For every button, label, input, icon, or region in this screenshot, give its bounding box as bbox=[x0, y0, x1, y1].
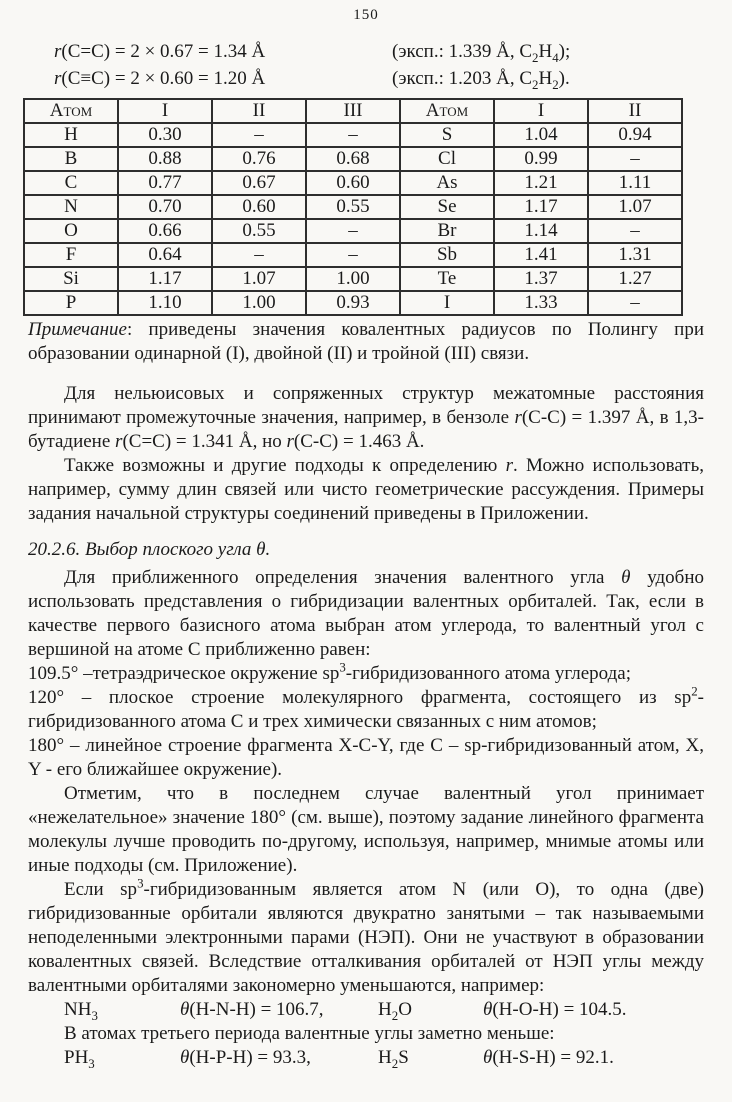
table-cell: 0.99 bbox=[494, 147, 588, 171]
table-cell: 1.00 bbox=[306, 267, 400, 291]
formula-row-triple-bond bbox=[54, 65, 704, 92]
paragraph-other-approaches: Также возможны и другие подходы к определению r. Можно использовать, например, сумму длин связей или чисто геометрические рассуждения. Примеры задания начальной структуры соединений приведены в Приложении. bbox=[28, 455, 704, 524]
column-header: I bbox=[118, 99, 212, 123]
formula-row-double-bond bbox=[54, 38, 704, 65]
table-note: Примечание: приведены значения ковалентных радиусов по Полингу при образовании одинарной (I), двойной (II) и тройной (III) связи. bbox=[28, 319, 704, 364]
table-cell: – bbox=[588, 291, 682, 315]
table-cell: 0.94 bbox=[588, 123, 682, 147]
table-cell: 0.55 bbox=[306, 195, 400, 219]
third-period-note: В атомах третьего периода валентные углы заметно меньше: bbox=[64, 1023, 555, 1044]
table-cell: 1.27 bbox=[588, 267, 682, 291]
table-cell: 1.21 bbox=[494, 171, 588, 195]
angle-value-hph: θ(H-P-H) = 93.3, bbox=[180, 1047, 311, 1068]
table-cell: O bbox=[24, 219, 118, 243]
angle-values-row-1 bbox=[28, 998, 704, 1022]
angle-value-hsh: θ(H-S-H) = 92.1. bbox=[483, 1047, 614, 1068]
table-cell: Br bbox=[400, 219, 494, 243]
table-cell: 0.67 bbox=[212, 171, 306, 195]
table-cell: As bbox=[400, 171, 494, 195]
column-header: I bbox=[494, 99, 588, 123]
table-cell: Te bbox=[400, 267, 494, 291]
table-cell: 1.17 bbox=[118, 267, 212, 291]
formula-triple-bond-experimental: (эксп.: 1.203 Å, $C_2H_2$). bbox=[392, 68, 570, 92]
table-row bbox=[24, 219, 682, 243]
table-cell: 1.00 bbox=[212, 291, 306, 315]
angle-value-hnh: θ(H-N-H) = 106.7, bbox=[180, 999, 324, 1020]
angle-item-109: 109.5° –тетраэдрическое окружение $sp^3$-гибридизованного атома углерода; bbox=[28, 659, 631, 684]
angle-value-hoh: θ(H-O-H) = 104.5. bbox=[483, 999, 627, 1020]
table-cell: 1.11 bbox=[588, 171, 682, 195]
table-cell: H bbox=[24, 123, 118, 147]
table-cell: 0.60 bbox=[306, 171, 400, 195]
table-cell: 0.76 bbox=[212, 147, 306, 171]
table-cell: I bbox=[400, 291, 494, 315]
table-cell: F bbox=[24, 243, 118, 267]
table-cell: 0.77 bbox=[118, 171, 212, 195]
table-cell: 0.60 bbox=[212, 195, 306, 219]
table-cell: S bbox=[400, 123, 494, 147]
table-row bbox=[24, 195, 682, 219]
molecule-h2s: $H_2S$ bbox=[378, 1047, 409, 1071]
table-row bbox=[24, 243, 682, 267]
table-cell: – bbox=[306, 123, 400, 147]
table-row bbox=[24, 147, 682, 171]
column-header: III bbox=[306, 99, 400, 123]
table-head bbox=[24, 99, 682, 123]
table-row bbox=[24, 291, 682, 315]
table-body bbox=[24, 123, 682, 315]
table-cell: P bbox=[24, 291, 118, 315]
table-cell: C bbox=[24, 171, 118, 195]
paragraph-interatomic-distances: Для нельюисовых и сопряженных структур межатомные расстояния принимают промежуточные значения, например, в бензоле r(C-C) = 1.397 Å, в 1,3-бутадиене r(C=C) = 1.341 Å, но r(C-C) = 1.463 Å. bbox=[28, 383, 705, 452]
molecule-nh3: $NH_3$ bbox=[64, 999, 98, 1023]
formula-double-bond-experimental: (эксп.: 1.339 Å, $C_2H_4$); bbox=[392, 41, 571, 65]
table-header-row bbox=[24, 99, 682, 123]
table-cell: – bbox=[588, 147, 682, 171]
table-row bbox=[24, 171, 682, 195]
table-cell: 0.68 bbox=[306, 147, 400, 171]
table-cell: – bbox=[212, 243, 306, 267]
formula-triple-bond: r(C≡C) = 2 × 0.60 = 1.20 Å bbox=[54, 68, 266, 89]
table-cell: 0.66 bbox=[118, 219, 212, 243]
table-cell: 0.88 bbox=[118, 147, 212, 171]
molecule-ph3: $PH_3$ bbox=[64, 1047, 95, 1071]
table-cell: 0.93 bbox=[306, 291, 400, 315]
table-row bbox=[24, 267, 682, 291]
table-cell: 1.07 bbox=[212, 267, 306, 291]
angle-values-row-2 bbox=[28, 1046, 704, 1070]
table-cell: 1.41 bbox=[494, 243, 588, 267]
paragraph-lone-pairs: Если $sp^3$-гибридизованным является атом N (или O), то одна (две) гибридизованные орбитали являются двукратно занятыми – так называемыми неподеленными электронными парами (НЭП). Они не участвуют в образовании ковалентных связей. Вследствие отталкивания орбиталей от НЭП углы между валентными орбиталями закономерно уменьшаются, например: bbox=[28, 875, 704, 996]
paragraph-linear-fragment-note: Отметим, что в последнем случае валентный угол принимает «нежелательное» значение 180° (см. выше), поэтому задание линейного фрагмента молекулы лучше проводить по-другому, используя, например, мнимые атомы или иные подходы (см. Приложение). bbox=[28, 783, 704, 876]
covalent-radii-table bbox=[23, 98, 683, 316]
table-cell: 1.14 bbox=[494, 219, 588, 243]
page-number: 150 bbox=[353, 7, 379, 23]
table-cell: 1.17 bbox=[494, 195, 588, 219]
bond-length-formulas bbox=[54, 38, 704, 92]
table-cell: 1.04 bbox=[494, 123, 588, 147]
table-cell: 0.55 bbox=[212, 219, 306, 243]
formula-double-bond: r(C=C) = 2 × 0.67 = 1.34 Å bbox=[54, 41, 266, 62]
table-cell: 1.37 bbox=[494, 267, 588, 291]
table-cell: N bbox=[24, 195, 118, 219]
table-cell: Se bbox=[400, 195, 494, 219]
table-cell: 0.30 bbox=[118, 123, 212, 147]
table-cell: 0.70 bbox=[118, 195, 212, 219]
table-cell: – bbox=[588, 219, 682, 243]
paragraph-angle-determination: Для приближенного определения значения валентного угла θ удобно использовать представления о гибридизации валентных орбиталей. Так, если в качестве первого базисного атома выбран атом углерода, то валентный угол с вершиной на атоме С приближенно равен: bbox=[28, 567, 704, 660]
table-cell: 0.64 bbox=[118, 243, 212, 267]
column-header: Атом bbox=[24, 99, 118, 123]
table-cell: B bbox=[24, 147, 118, 171]
section-heading: 20.2.6. Выбор плоского угла θ. bbox=[28, 539, 271, 560]
column-header: Атом bbox=[400, 99, 494, 123]
molecule-h2o: $H_2O$ bbox=[378, 999, 412, 1023]
table-cell: – bbox=[306, 219, 400, 243]
table-cell: – bbox=[306, 243, 400, 267]
table-row bbox=[24, 123, 682, 147]
table-cell: Cl bbox=[400, 147, 494, 171]
table-cell: 1.07 bbox=[588, 195, 682, 219]
table-cell: Si bbox=[24, 267, 118, 291]
table-cell: 1.33 bbox=[494, 291, 588, 315]
angle-item-180: 180° – линейное строение фрагмента X-C-Y, где С – sp-гибридизованный атом, X, Y - его ближайшее окружение). bbox=[28, 735, 704, 780]
table-cell: 1.10 bbox=[118, 291, 212, 315]
table-cell: 1.31 bbox=[588, 243, 682, 267]
table-cell: – bbox=[212, 123, 306, 147]
table-cell: Sb bbox=[400, 243, 494, 267]
column-header: II bbox=[212, 99, 306, 123]
angle-item-120: 120° – плоское строение молекулярного фрагмента, состоящего из $sp^2$-гибридизованного атома С и трех химически связанных с ним атомов; bbox=[28, 683, 704, 732]
column-header: II bbox=[588, 99, 682, 123]
